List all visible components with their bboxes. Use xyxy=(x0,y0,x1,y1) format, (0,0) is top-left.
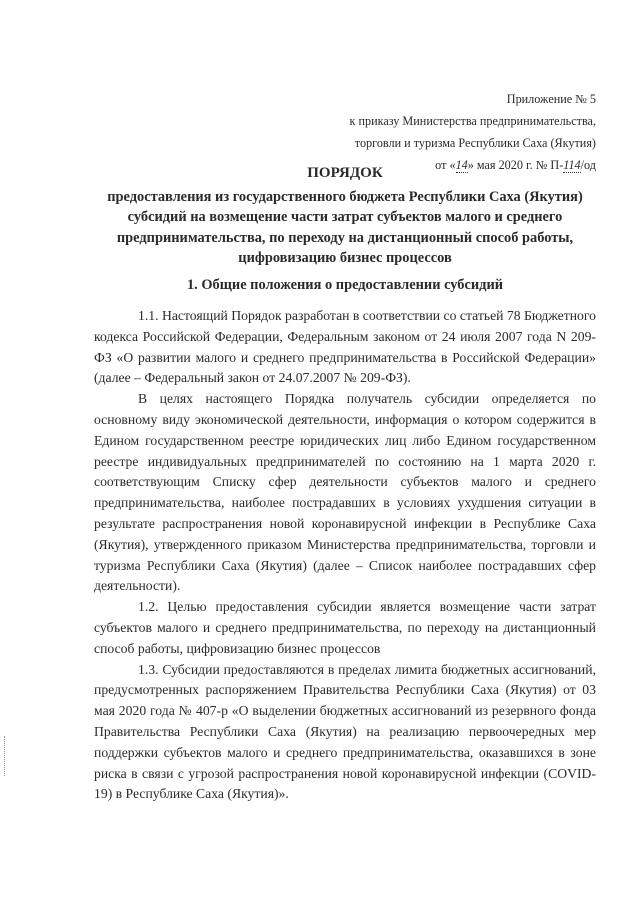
section-heading: 1. Общие положения о предоставлении субсидий xyxy=(186,277,504,293)
order-number-handwritten: 114 xyxy=(563,158,581,172)
paragraph-1-3: 1.3. Субсидии предоставляются в пределах лимита бюджетных ассигнований, предусмотренных распоряжением Правительства Республики Саха (Якутия) от 03 мая 2020 года № 407-р «О выделении бюджетных ассигнований из резервного фонда Правительства Республики Саха (Якутия) на реализацию первоочередных мер поддержки субъектов малого и среднего предпринимательства, оказавшихся в зоне риска в связи с угрозой распространения новой коронавирусной инфекции (COVID-19) в Республике Саха (Якутия)». xyxy=(94,661,596,802)
appendix-ministry: торговли и туризма Республики Саха (Якутия) xyxy=(354,136,596,150)
title-main: ПОРЯДОК xyxy=(307,165,383,181)
title-subtitle: предоставления из государственного бюджета Республики Саха (Якутия) субсидий на возмещение части затрат субъектов малого и среднего предпринимательства, по переходу на дистанционный способ работы, цифровизацию бизнес процессов xyxy=(107,188,583,266)
scan-margin-marks xyxy=(4,736,7,776)
paragraph-1-1: 1.1. Настоящий Порядок разработан в соответствии со статьей 78 Бюджетного кодекса Российской Федерации, Федеральным законом от 24 июля 2007 года N 209-ФЗ «О развитии малого и среднего предпринимательства в Российской Федерации» (далее – Федеральный закон от 24.07.2007 № 209-ФЗ). xyxy=(94,308,596,386)
date-mid: » мая 2020 г. № П- xyxy=(467,158,564,172)
order-suffix: /од xyxy=(580,158,596,172)
appendix-number: Приложение № 5 xyxy=(506,92,596,106)
date-prefix: от « xyxy=(435,158,456,172)
paragraph-1-2: 1.2. Целью предоставления субсидии является возмещение части затрат субъектов малого и среднего предпринимательства, по переходу на дистанционный способ работы, цифровизацию бизнес процессов xyxy=(94,599,596,656)
paragraph-recipient: В целях настоящего Порядка получатель субсидии определяется по основному виду экономической деятельности, информация о котором содержится в Едином государственном реестре юридических лиц либо Едином государственном реестре индивидуальных предпринимателей по состоянию на 1 марта 2020 г. соответствующим Списку сфер деятельности субъектов малого и среднего предпринимательства, наиболее пострадавших в условиях ухудшения ситуации в результате распространения новой коронавирусной инфекции в Республике Саха (Якутия), утвержденного приказом Министерства предпринимательства, торговли и туризма Республики Саха (Якутия) (далее – Список наиболее пострадавших сфер деятельности). xyxy=(94,391,596,594)
document-title xyxy=(90,163,600,269)
appendix-order-ref: к приказу Министерства предпринимательства, xyxy=(349,114,596,128)
section-body xyxy=(94,306,596,805)
date-day-handwritten: 14 xyxy=(455,158,468,172)
